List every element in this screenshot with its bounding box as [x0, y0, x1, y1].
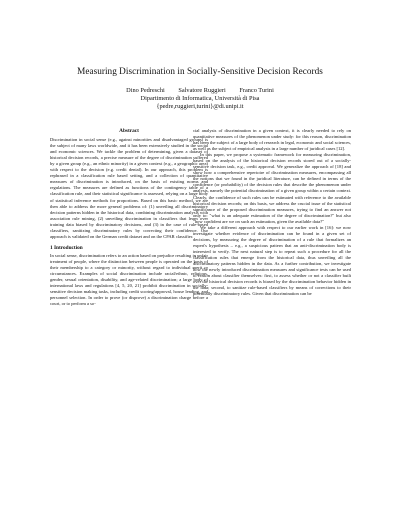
- author-1: Dino Pedreschi: [126, 87, 165, 94]
- affiliation: Dipartimento di Informatica, Università di Pisa: [140, 95, 260, 103]
- abstract-text: Discrimination in social sense (e.g., against minorities and disadvantaged groups) is the subject of many laws worldwide, and it has been extensively studied in the social and economic sciences. We tackle the problem of determining, given a dataset of historical decision records, a precise measure of the degree of discrimination suffered by a given group (e.g., an ethnic minority) in a given context (e.g., a geographic area) with respect to the decision (e.g. credit denial). In our approach, this problem is rephrased in a classification rule based setting, and a collection of quantitative measures of discrimination is introduced, on the basis of existing norms and regulations. The measures are defined as functions of the contingency table of a classification rule, and their statistical significance is assessed, relying on a large body of statistical inference methods for proportions. Based on this basic method, we are then able to address the more general problems of: (1) unveiling all discriminatory decision patterns hidden in the historical data, combining discrimination analysis with association rule mining, (2) unveiling discrimination in classifiers that learn over training data biased by discriminatory decisions, and (3) in the case of rule-based classifiers, sanitizing discriminatory rules by correcting their confidence. Our approach is validated on the German credit dataset and on the CPAR classifier.: [50, 137, 208, 239]
- section-heading-introduction: 1 Introduction: [50, 244, 83, 251]
- abstract: [50, 128, 208, 240]
- intro-paragraph-2: In this paper, we propose a systematic framework for measuring discrimination, based on the analysis of the historical decision records stored out of a socially-sensitive decision task, e.g., credit approval. We generalize the approach of [18] and show how a comprehensive repertoire of discrimination measures, encompassing all the notions that we found in the juridical literature, can be defined in terms of the confidence (or probability) of the decision rules that describe the phenomenon under analysis, namely the potential discrimination of a given group within a certain context. Clearly, the confidence of such rules can be estimated with reference to the available historical decision records; on this basis, we address the crucial issue of the statistical significance of the proposed discrimination measures, trying to find an answer not only to: "what is an adequate estimation of the degree of discrimination?" but also "how confident are we on such an estimation, given the available data?": [193, 152, 351, 224]
- intro-paragraph-3: We take a different approach with respect to our earlier work in [16]: we now investigate whether evidence of discrimination can be found in a given set of decisions, by measuring the degree of discrimination of a rule that formalizes an expert's hypothesis – e.g., a suspicious pattern that an anti-discrimination body is interested to verify. The next natural step is to repeat such a procedure for all the classification rules that emerge from the historical data, thus unveiling all the discriminatory patterns hidden in the data. As a further contribution, we investigate how the newly introduced discrimination measures and significance tests can be used to reason about classifier themselves: first, to assess whether or not a classifier built over the historical decision records is biased by the discrimination behavior hidden in the data; second, to sanitize rule-based classifiers by means of corrections to their potentially discriminatory rules. Given that discrimination can be: [193, 224, 351, 297]
- author-3: Franco Turini: [239, 87, 274, 94]
- intro-paragraph-1-continued: cial analysis of discrimination in a given context, it is clearly needed to rely on quantitative measures of the phenomenon under study: for this reason, discrimination has been the subject of a large body of research in legal, economic and social sciences, as well as the subject of empirical analysis in a large number of juridical cases [12].: [193, 128, 351, 152]
- left-column: [50, 128, 208, 307]
- author-names: [0, 87, 400, 95]
- right-column: [193, 128, 351, 297]
- author-block: [0, 87, 400, 112]
- author-2: Salvatore Ruggieri: [178, 87, 226, 94]
- abstract-heading: Abstract: [119, 128, 139, 134]
- paper-title: Measuring Discrimination in Socially-Sensitive Decision Records: [77, 66, 323, 76]
- email: {pedre,ruggieri,turini}@di.unipi.it: [156, 103, 244, 111]
- intro-paragraph-1: In social sense, discrimination refers to an action based on prejudice resulting in unfair treatment of people, where the distinction between people is operated on the basis of their membership to a category or minority, without regard to individual merit or circumstances. Examples of social discrimination include racial/ethnic, religious, gender, sexual orientation, disability, and age-related discrimination; a large body of international laws and regulations [4, 5, 20, 21] prohibit discrimination in socially-sensitive decision making tasks, including credit scoring/approval, house lending, and personnel selection. In order to prove (or disprove) a discrimination charge before a court, or to perform a so-: [50, 252, 208, 307]
